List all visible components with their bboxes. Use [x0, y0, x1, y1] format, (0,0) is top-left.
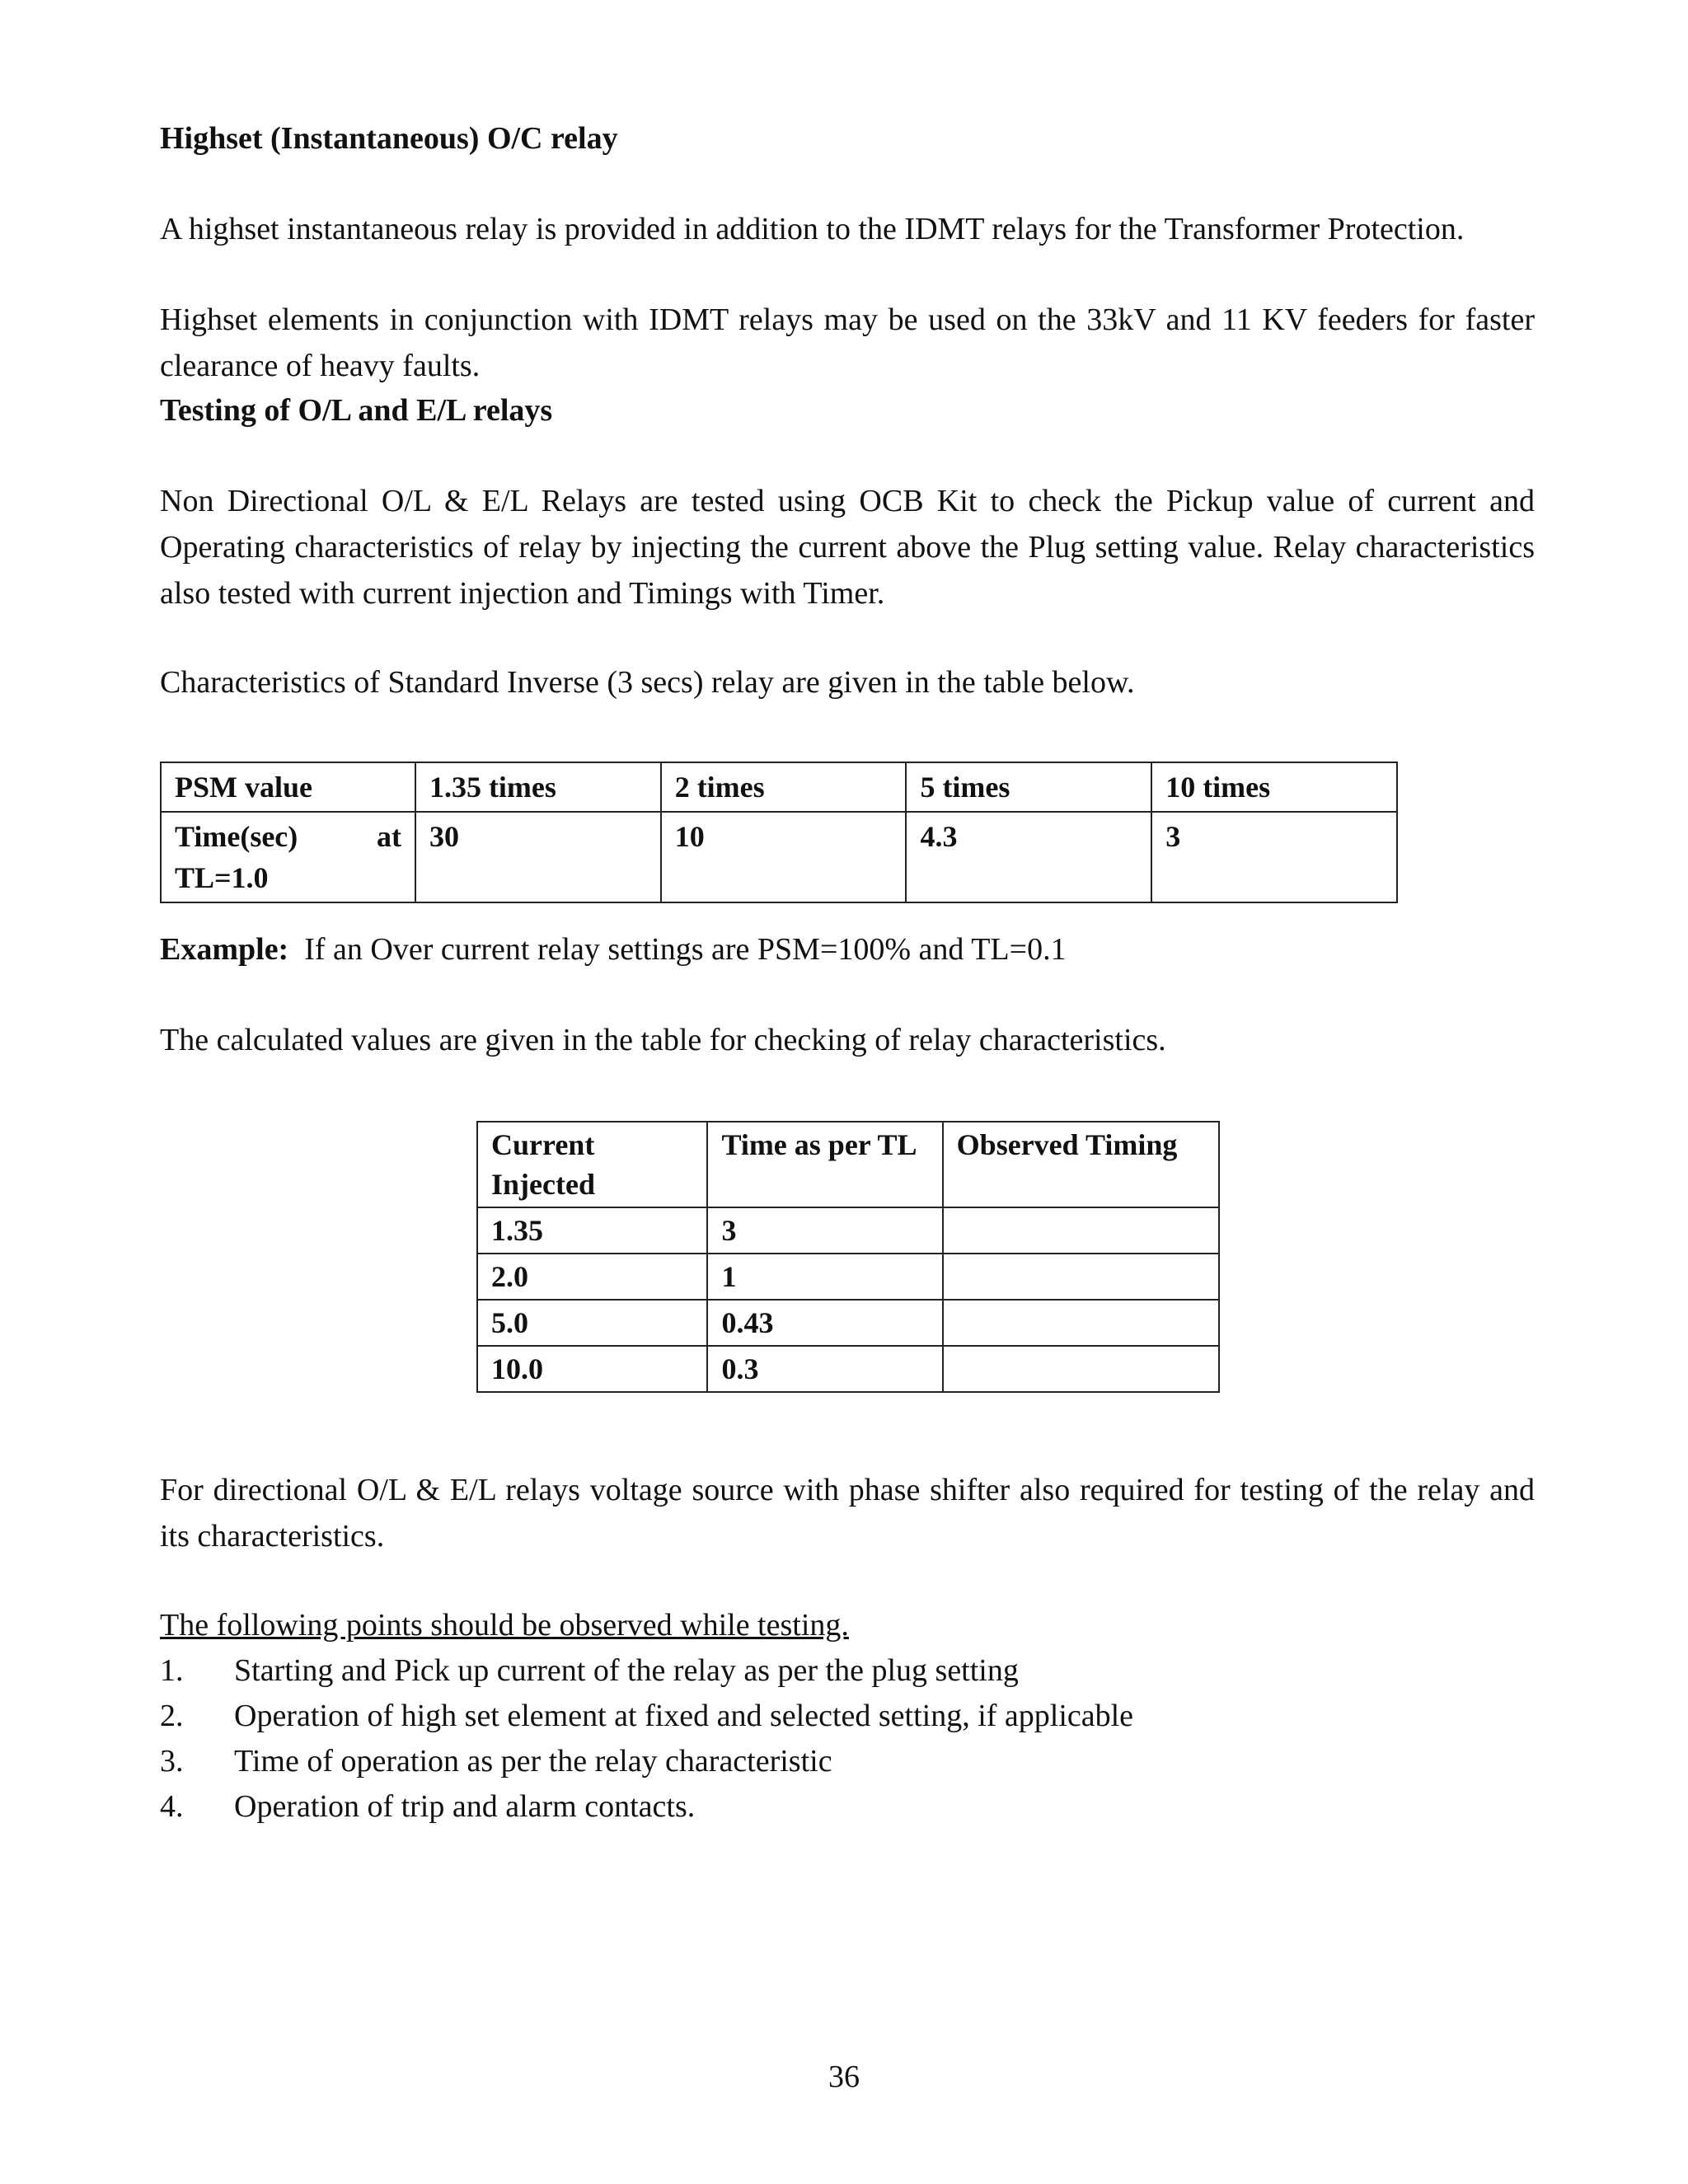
table-cell: 4.3	[906, 812, 1151, 902]
table-row	[161, 812, 1397, 902]
table-cell: 3	[707, 1207, 942, 1254]
table-cell: 5 times	[906, 762, 1151, 812]
list-item	[160, 1648, 1535, 1694]
table-cell: 0.43	[707, 1300, 942, 1346]
table-header-cell: Current Injected	[477, 1122, 707, 1207]
list-item-text: Operation of high set element at fixed and selected setting, if applicable	[234, 1699, 1134, 1733]
table-cell: 30	[415, 812, 661, 902]
table-cell	[161, 812, 415, 902]
table-row	[477, 1207, 1219, 1254]
table-row	[477, 1300, 1219, 1346]
list-item	[160, 1694, 1535, 1739]
table-cell: 3	[1151, 812, 1397, 902]
time-label-at: at	[376, 820, 401, 853]
list-item-number: 2.	[160, 1699, 184, 1733]
table-row	[477, 1346, 1219, 1392]
list-item-number: 1.	[160, 1653, 184, 1688]
table-header-cell: Observed Timing	[943, 1122, 1219, 1207]
para-calculated: The calculated values are given in the table for checking of relay characteristics.	[160, 1023, 1166, 1057]
table-header-cell: Time as per TL	[707, 1122, 942, 1207]
table-cell: 10	[661, 812, 907, 902]
list-item	[160, 1784, 1535, 1830]
table-cell: 10 times	[1151, 762, 1397, 812]
example-label: Example:	[160, 932, 289, 967]
table-row	[477, 1254, 1219, 1300]
table-row	[161, 762, 1397, 812]
table-cell: 1.35 times	[415, 762, 661, 812]
para-characteristics: Characteristics of Standard Inverse (3 secs) relay are given in the table below.	[160, 665, 1135, 700]
heading-highset: Highset (Instantaneous) O/C relay	[160, 121, 618, 156]
table-cell	[943, 1346, 1219, 1392]
list-item	[160, 1739, 1535, 1784]
time-label: Time(sec)	[175, 820, 298, 853]
para-highset-2: Highset elements in conjunction with IDMT relays may be used on the 33kV and 11 KV feeders for faster clearance of heavy faults.	[160, 302, 1535, 383]
example-line	[160, 926, 1535, 972]
table-cell: 5.0	[477, 1300, 707, 1346]
table-cell	[943, 1300, 1219, 1346]
para-directional: For directional O/L & E/L relays voltage source with phase shifter also required for testing of the relay and its characteristics.	[160, 1473, 1535, 1554]
example-text: If an Over current relay settings are PSM=100% and TL=0.1	[304, 932, 1067, 967]
table-header-row	[477, 1122, 1219, 1207]
page-number: 36	[828, 2060, 860, 2094]
table-cell	[943, 1207, 1219, 1254]
table-cell: 2 times	[661, 762, 907, 812]
table-cell: 1	[707, 1254, 942, 1300]
table-cell	[943, 1254, 1219, 1300]
table-cell: 2.0	[477, 1254, 707, 1300]
table-cell: PSM value	[161, 762, 415, 812]
calculated-values-table	[476, 1121, 1220, 1393]
list-item-number: 4.	[160, 1789, 184, 1824]
list-item-text: Starting and Pick up current of the relay as per the plug setting	[234, 1653, 1019, 1688]
list-item-text: Operation of trip and alarm contacts.	[234, 1789, 696, 1824]
list-item-number: 3.	[160, 1744, 184, 1779]
table-cell: 10.0	[477, 1346, 707, 1392]
para-testing: Non Directional O/L & E/L Relays are tested using OCB Kit to check the Pickup value of current and Operating characteristics of relay by injecting the current above the Plug setting value. Relay characteristics also tested with current injection and Timings with Timer.	[160, 484, 1535, 611]
para-highset-1: A highset instantaneous relay is provided in addition to the IDMT relays for the Transformer Protection.	[160, 212, 1465, 246]
heading-testing: Testing of O/L and E/L relays	[160, 393, 553, 428]
psm-characteristics-table	[160, 762, 1398, 903]
testing-points-list	[160, 1648, 1535, 1830]
list-item-text: Time of operation as per the relay characteristic	[234, 1744, 832, 1779]
table-cell: 0.3	[707, 1346, 942, 1392]
table-cell: 1.35	[477, 1207, 707, 1254]
time-label-tl: TL=1.0	[175, 861, 269, 894]
points-heading: The following points should be observed while testing.	[160, 1608, 849, 1643]
